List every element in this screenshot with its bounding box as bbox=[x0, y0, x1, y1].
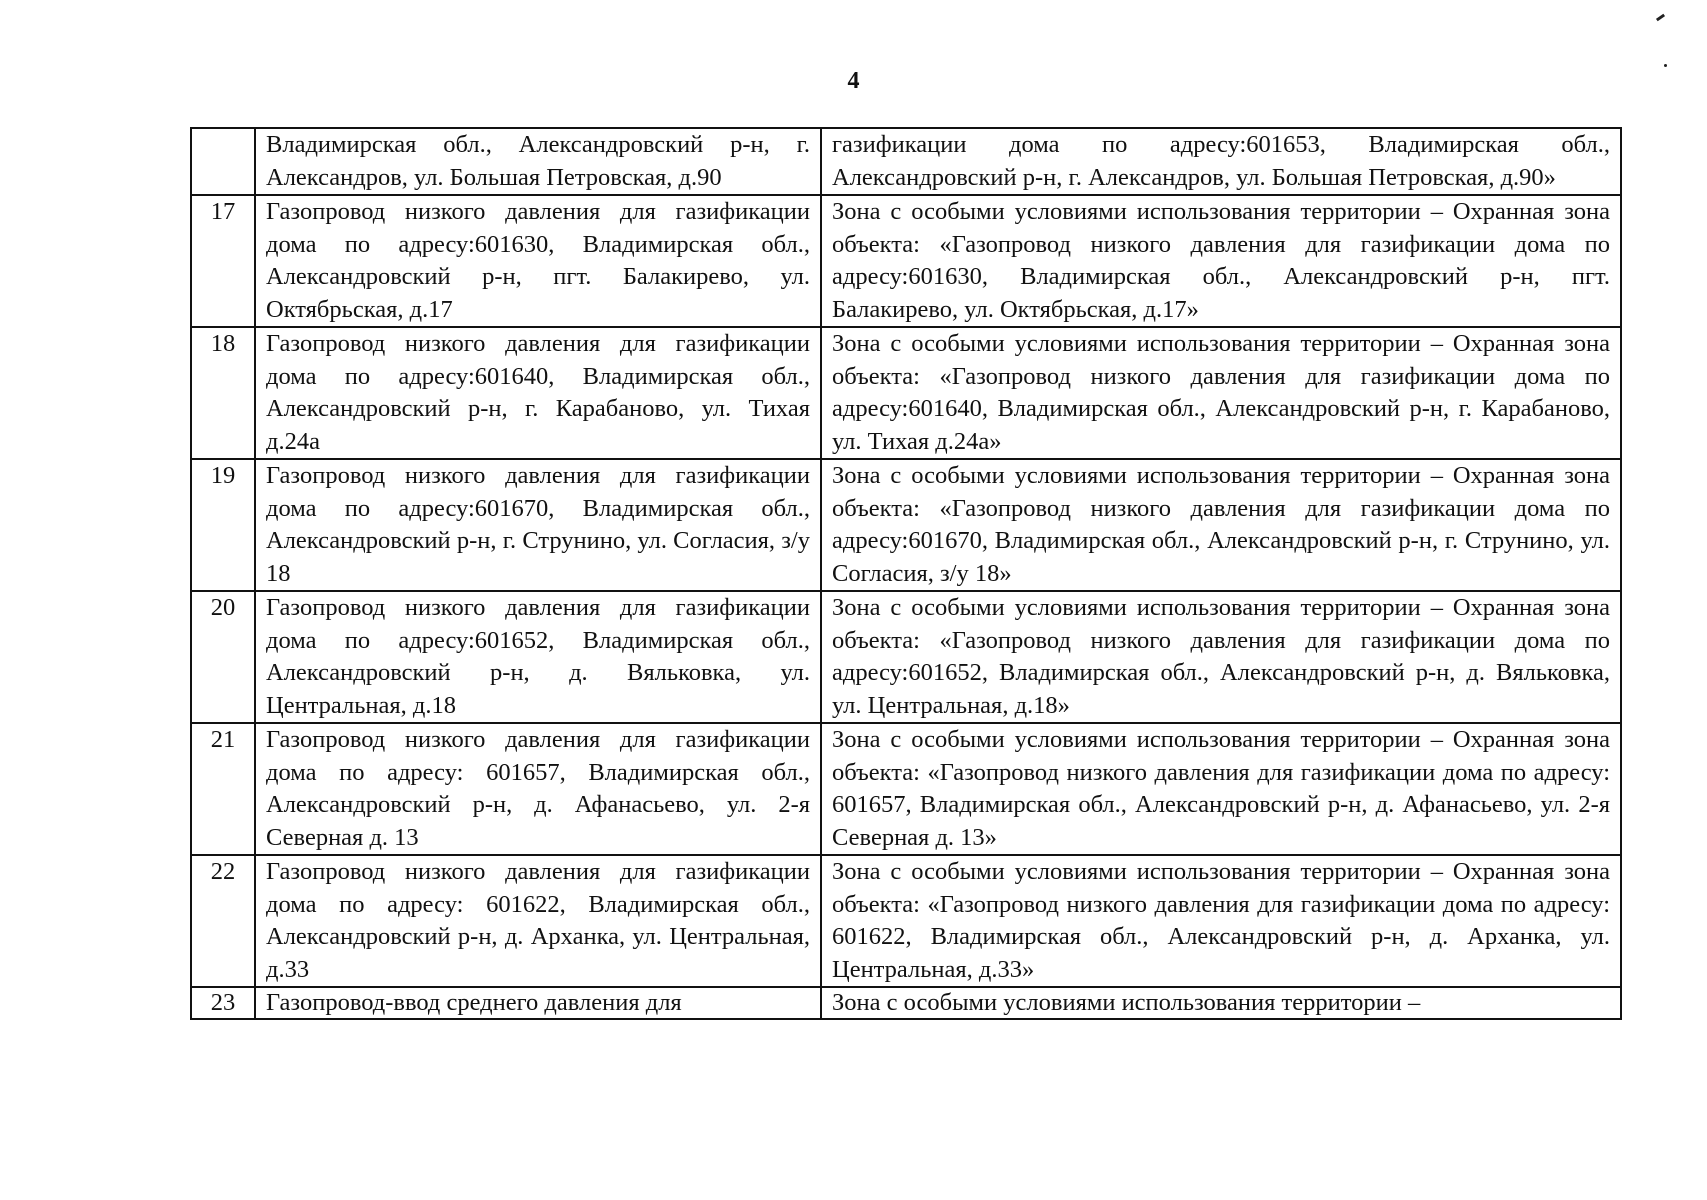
object-cell: Владимирская обл., Александровский р-н, г. Александров, ул. Большая Петровская, д.90 bbox=[255, 128, 821, 195]
zones-table bbox=[190, 127, 1622, 1020]
row-number: 17 bbox=[191, 195, 255, 327]
row-number: 18 bbox=[191, 327, 255, 459]
table-row bbox=[191, 128, 1621, 195]
object-cell: Газопровод низкого давления для газификации дома по адресу:601652, Владимирская обл., Александровский р-н, д. Вяльковка, ул. Центральная, д.18 bbox=[255, 591, 821, 723]
row-number: 22 bbox=[191, 855, 255, 987]
table-row bbox=[191, 987, 1621, 1019]
object-cell: Газопровод низкого давления для газификации дома по адресу:601670, Владимирская обл., Александровский р-н, г. Струнино, ул. Согласия, з/у 18 bbox=[255, 459, 821, 591]
object-cell: Газопровод низкого давления для газификации дома по адресу:601640, Владимирская обл., Александровский р-н, г. Карабаново, ул. Тихая д.24а bbox=[255, 327, 821, 459]
table-row bbox=[191, 459, 1621, 591]
table-row bbox=[191, 327, 1621, 459]
table-row bbox=[191, 591, 1621, 723]
zone-cell: газификации дома по адресу:601653, Владимирская обл., Александровский р-н, г. Александров, ул. Большая Петровская, д.90» bbox=[821, 128, 1621, 195]
zone-cell: Зона с особыми условиями использования территории – Охранная зона объекта: «Газопровод низкого давления для газификации дома по адресу: 601622, Владимирская обл., Александровский р-н, д. Арханка, ул. Центральная, д.33» bbox=[821, 855, 1621, 987]
scan-dot bbox=[1664, 64, 1667, 67]
table-row bbox=[191, 195, 1621, 327]
row-number: 19 bbox=[191, 459, 255, 591]
zone-cell: Зона с особыми условиями использования территории – Охранная зона объекта: «Газопровод низкого давления для газификации дома по адресу: 601657, Владимирская обл., Александровский р-н, д. Афанасьево, ул. 2-я Северная д. 13» bbox=[821, 723, 1621, 855]
page-number: 4 bbox=[847, 68, 860, 94]
zone-cell: Зона с особыми условиями использования территории – Охранная зона объекта: «Газопровод низкого давления для газификации дома по адресу:601630, Владимирская обл., Александровский р-н, пгт. Балакирево, ул. Октябрьская, д.17» bbox=[821, 195, 1621, 327]
table-row bbox=[191, 855, 1621, 987]
object-cell: Газопровод низкого давления для газификации дома по адресу:601630, Владимирская обл., Александровский р-н, пгт. Балакирево, ул. Октябрьская, д.17 bbox=[255, 195, 821, 327]
zone-cell: Зона с особыми условиями использования территории – bbox=[821, 987, 1621, 1019]
row-number: 23 bbox=[191, 987, 255, 1019]
row-number bbox=[191, 128, 255, 195]
zone-cell: Зона с особыми условиями использования территории – Охранная зона объекта: «Газопровод низкого давления для газификации дома по адресу:601670, Владимирская обл., Александровский р-н, г. Струнино, ул. Согласия, з/у 18» bbox=[821, 459, 1621, 591]
row-number: 21 bbox=[191, 723, 255, 855]
table-row bbox=[191, 723, 1621, 855]
object-cell: Газопровод низкого давления для газификации дома по адресу: 601622, Владимирская обл., Александровский р-н, д. Арханка, ул. Центральная, д.33 bbox=[255, 855, 821, 987]
object-cell: Газопровод-ввод среднего давления для bbox=[255, 987, 821, 1019]
scan-mark bbox=[1656, 14, 1665, 22]
row-number: 20 bbox=[191, 591, 255, 723]
object-cell: Газопровод низкого давления для газификации дома по адресу: 601657, Владимирская обл., Александровский р-н, д. Афанасьево, ул. 2-я Северная д. 13 bbox=[255, 723, 821, 855]
zone-cell: Зона с особыми условиями использования территории – Охранная зона объекта: «Газопровод низкого давления для газификации дома по адресу:601652, Владимирская обл., Александровский р-н, д. Вяльковка, ул. Центральная, д.18» bbox=[821, 591, 1621, 723]
zone-cell: Зона с особыми условиями использования территории – Охранная зона объекта: «Газопровод низкого давления для газификации дома по адресу:601640, Владимирская обл., Александровский р-н, г. Карабаново, ул. Тихая д.24а» bbox=[821, 327, 1621, 459]
